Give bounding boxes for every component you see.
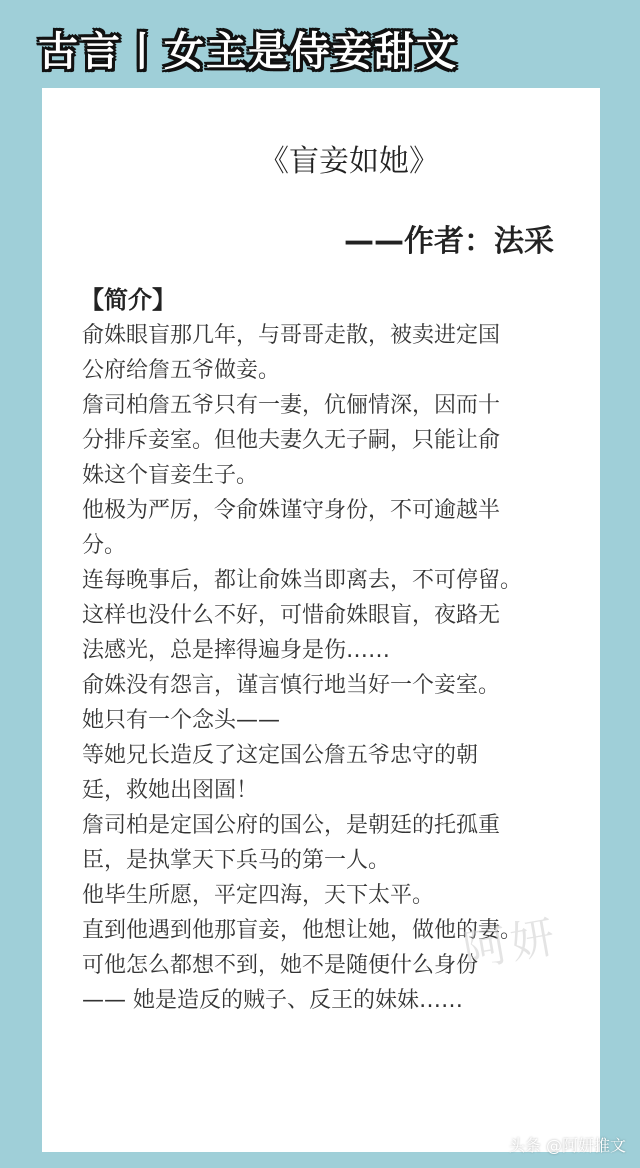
source-credit: 头条 @阿妍推文 [508,1136,626,1155]
synopsis-line: 他极为严厉，令俞姝谨守身份，不可逾越半 [82,498,501,523]
synopsis-line: 姝这个盲妾生子。 [82,463,259,488]
synopsis-line: 他毕生所愿，平定四海，天下太平。 [82,883,435,908]
synopsis-line: 等她兄长造反了这定国公詹五爷忠守的朝 [82,743,479,768]
synopsis-line: 连每晚事后，都让俞姝当即离去，不可停留。 [82,568,523,593]
author-line: ——作者：法采 [344,224,554,259]
book-title: 《盲妾如她》 [259,144,439,179]
synopsis-line: 廷，救她出囹圄！ [82,778,259,803]
synopsis-line: 公府给詹五爷做妾。 [82,358,281,383]
synopsis-line: 可他怎么都想不到，她不是随便什么身份 [82,953,479,978]
synopsis-line: 俞姝没有怨言，谨言慎行地当好一个妾室。 [82,673,501,698]
synopsis-line: 俞姝眼盲那几年，与哥哥走散，被卖进定国 [82,323,501,348]
synopsis-line: 詹司柏是定国公府的国公，是朝廷的托孤重 [82,813,501,838]
synopsis-line: 法感光，总是摔得遍身是伤…… [82,638,391,663]
synopsis-line: 这样也没什么不好，可惜俞姝眼盲，夜路无 [82,603,501,628]
synopsis-line: 分。 [82,533,127,558]
synopsis-line: 詹司柏詹五爷只有一妻，伉俪情深，因而十 [82,393,501,418]
synopsis-line: 臣，是执掌天下兵马的第一人。 [82,848,391,873]
synopsis-line: 她只有一个念头—— [82,708,281,733]
watermark: 阿妍 [459,910,563,978]
synopsis-card [42,88,600,1152]
synopsis-line: 直到他遇到他那盲妾，他想让她，做他的妻。 [82,918,523,943]
synopsis-line: 分排斥妾室。但他夫妻久无子嗣，只能让俞 [82,428,501,453]
intro-heading: 【简介】 [80,286,176,314]
synopsis-line: —— 她是造反的贼子、反王的妹妹…… [82,988,463,1013]
page-title: 古言丨女主是侍妾甜文 [38,29,458,75]
